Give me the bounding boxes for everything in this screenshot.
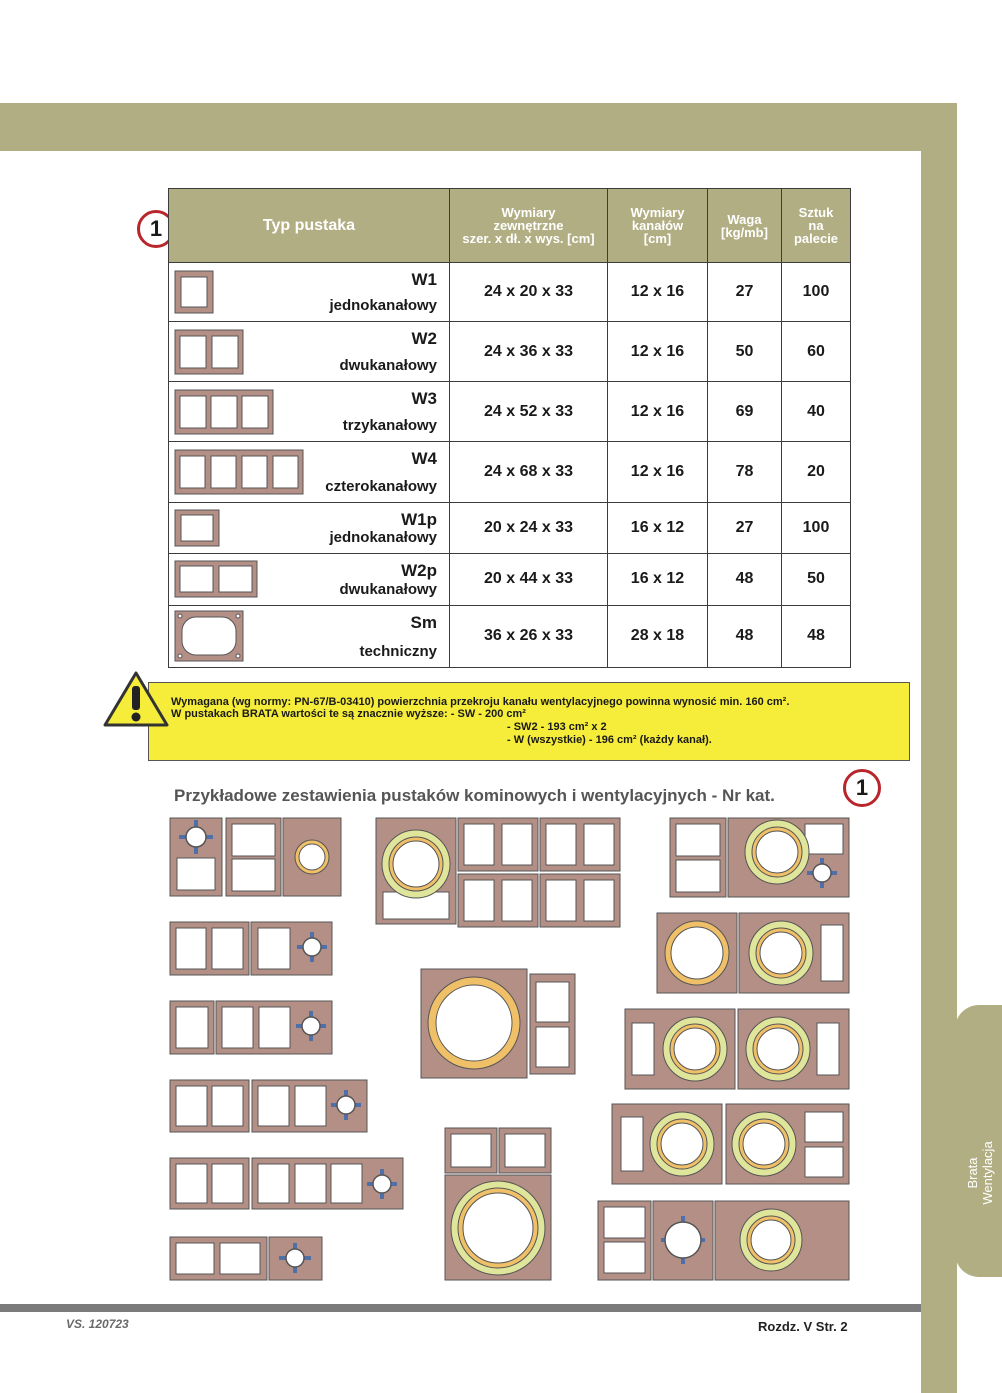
type-cell: W1p jednokanałowy <box>169 502 450 553</box>
header-channel-dims: Wymiary kanałów [cm] <box>608 189 708 263</box>
channel-dims: 12 x 16 <box>608 442 708 502</box>
type-cell: W1 jednokanałowy <box>169 263 450 322</box>
pieces: 100 <box>782 263 851 322</box>
channel-dims: 28 x 18 <box>608 605 708 667</box>
table-row <box>169 605 851 667</box>
combo-group <box>625 1009 849 1089</box>
footer-version: VS. 120723 <box>66 1317 129 1331</box>
header-pieces: Sztuk na palecie <box>782 189 851 263</box>
catalog-number-badge: 1 <box>137 210 175 248</box>
table-row <box>169 382 851 442</box>
warning-icon <box>102 670 170 728</box>
table-row <box>169 263 851 322</box>
combinations-heading: Przykładowe zestawienia pustaków kominowych i wentylacyjnych - Nr kat. <box>174 786 775 805</box>
channel-dims: 16 x 12 <box>608 502 708 553</box>
header-weight: Waga [kg/mb] <box>708 189 782 263</box>
pieces: 20 <box>782 442 851 502</box>
pieces: 100 <box>782 502 851 553</box>
channel-dims: 12 x 16 <box>608 263 708 322</box>
pieces: 40 <box>782 382 851 442</box>
header-type: Typ pustaka <box>169 189 450 263</box>
type-cell: W2p dwukanałowy <box>169 553 450 605</box>
channel-dims: 12 x 16 <box>608 322 708 382</box>
warning-line: Wymagana (wg normy: PN-67/B-03410) powierzchnia przekroju kanału wentylacyjnego powinna wynosić min. 160 cm². <box>171 696 790 708</box>
block-w2-icon <box>174 329 244 375</box>
weight: 48 <box>708 553 782 605</box>
outer-dims: 20 x 24 x 33 <box>450 502 608 553</box>
outer-dims: 20 x 44 x 33 <box>450 553 608 605</box>
type-cell: Sm techniczny <box>169 605 450 667</box>
weight: 48 <box>708 605 782 667</box>
product-table <box>168 188 851 668</box>
top-band <box>0 103 957 151</box>
pieces: 60 <box>782 322 851 382</box>
outer-dims: 24 x 68 x 33 <box>450 442 608 502</box>
weight: 69 <box>708 382 782 442</box>
block-w3-icon <box>174 389 274 435</box>
outer-dims: 36 x 26 x 33 <box>450 605 608 667</box>
weight: 27 <box>708 263 782 322</box>
warning-line: W pustakach BRATA wartości te są znacznie wyższe: - SW - 200 cm² <box>171 708 526 720</box>
footer-rule <box>0 1304 921 1312</box>
type-cell: W2 dwukanałowy <box>169 322 450 382</box>
pieces: 50 <box>782 553 851 605</box>
table-row <box>169 553 851 605</box>
warning-line: - SW2 - 193 cm² x 2 <box>507 721 607 733</box>
section-tab-label: Brata Wentylacja <box>965 1141 995 1205</box>
outer-dims: 24 x 52 x 33 <box>450 382 608 442</box>
table-row <box>169 322 851 382</box>
warning-note <box>148 682 910 761</box>
table-header-row <box>169 189 851 263</box>
type-cell: W4 czterokanałowy <box>169 442 450 502</box>
outer-dims: 24 x 36 x 33 <box>450 322 608 382</box>
catalog-number-badge: 1 <box>843 769 881 807</box>
pieces: 48 <box>782 605 851 667</box>
block-w1p-icon <box>174 509 220 547</box>
table-row <box>169 502 851 553</box>
channel-dims: 16 x 12 <box>608 553 708 605</box>
block-w4-icon <box>174 449 304 495</box>
type-cell: W3 trzykanałowy <box>169 382 450 442</box>
outer-dims: 24 x 20 x 33 <box>450 263 608 322</box>
channel-dims: 12 x 16 <box>608 382 708 442</box>
block-w2p-icon <box>174 560 258 598</box>
block-sm-icon <box>174 610 244 662</box>
table-row <box>169 442 851 502</box>
weight: 78 <box>708 442 782 502</box>
header-outer-dims: Wymiary zewnętrzne szer. x dł. x wys. [cm] <box>450 189 608 263</box>
warning-line: - W (wszystkie) - 196 cm² (każdy kanał). <box>507 734 712 746</box>
block-w1-icon <box>174 270 214 314</box>
weight: 50 <box>708 322 782 382</box>
block-combinations-diagram <box>165 812 855 1282</box>
weight: 27 <box>708 502 782 553</box>
footer-page-number: Rozdz. V Str. 2 <box>758 1319 848 1334</box>
